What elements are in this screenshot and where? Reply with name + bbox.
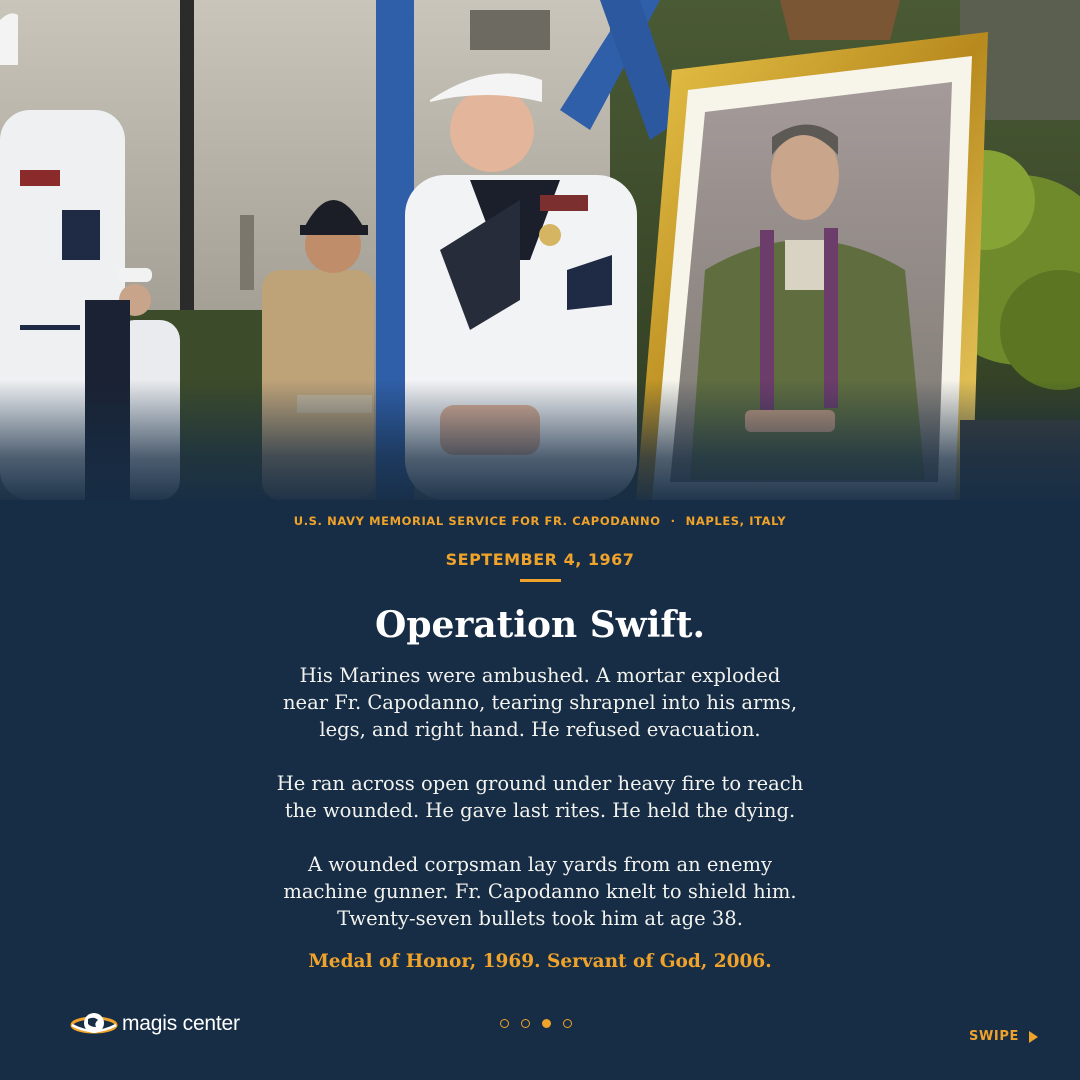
story-body [240,662,840,959]
photo-fade-overlay [0,380,1080,500]
play-arrow-icon [1029,1031,1038,1043]
photo-caption [0,514,1080,528]
story-line: the wounded. He gave last rites. He held the dying. [284,799,796,822]
carousel-page-indicator [500,1019,572,1028]
page-dot-3-active[interactable] [542,1019,551,1028]
story-line: machine gunner. Fr. Capodanno knelt to shield him. [283,880,797,903]
story-line: His Marines were ambushed. A mortar exploded [299,664,781,687]
page-title: Operation Swift. [374,604,706,646]
caption-location: NAPLES, ITALY [685,514,787,528]
story-line: A wounded corpsman lay yards from an enemy [307,853,773,876]
honors-line: Medal of Honor, 1969. Servant of God, 2006. [308,951,772,972]
event-date: SEPTEMBER 4, 1967 [445,550,635,569]
date-underline-divider [520,579,561,582]
page-dot-4[interactable] [563,1019,572,1028]
story-line: near Fr. Capodanno, tearing shrapnel into his arms, [282,691,798,714]
story-paragraph-3 [240,851,840,932]
swipe-next-button[interactable] [969,1029,1038,1044]
story-line: legs, and right hand. He refused evacuation. [319,718,761,741]
globe-logo-icon [70,1010,118,1038]
caption-event: U.S. NAVY MEMORIAL SERVICE FOR FR. CAPODANNO [293,514,661,528]
page-dot-2[interactable] [521,1019,530,1028]
caption-separator: · [670,514,676,528]
logo-wordmark: magis center [122,1012,240,1035]
story-paragraph-1 [240,662,840,743]
story-line: He ran across open ground under heavy fire to reach [276,772,804,795]
swipe-label: SWIPE [969,1029,1019,1044]
story-paragraph-2 [240,770,840,824]
memorial-photo [0,0,1080,500]
story-line: Twenty-seven bullets took him at age 38. [337,907,743,930]
magis-center-logo [70,1008,240,1040]
page-dot-1[interactable] [500,1019,509,1028]
